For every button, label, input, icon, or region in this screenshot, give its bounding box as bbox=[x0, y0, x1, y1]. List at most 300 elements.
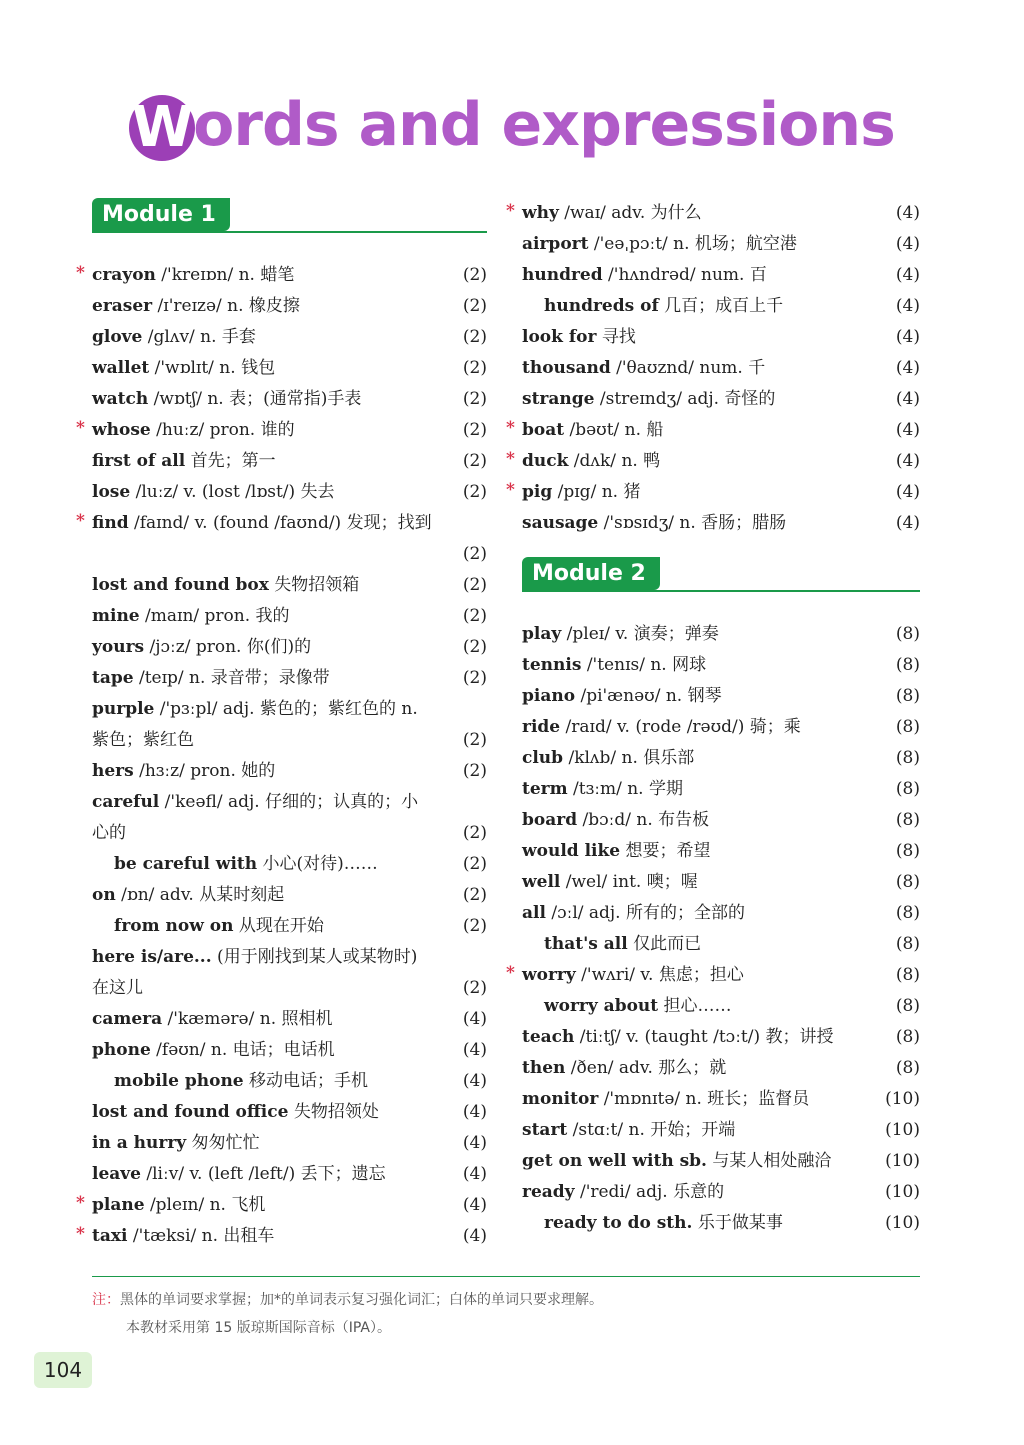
vocab-entry bbox=[92, 446, 487, 477]
entry-page-ref: (2) bbox=[462, 420, 487, 440]
entry-word: lose bbox=[92, 482, 131, 502]
entry-word: whose bbox=[92, 420, 151, 440]
entry-definition: /'redi/ adj. 乐意的 bbox=[574, 1182, 725, 1202]
entry-word: glove bbox=[92, 327, 143, 347]
entry-definition: /wel/ int. 噢；喔 bbox=[560, 872, 698, 892]
entry-text bbox=[92, 1004, 333, 1035]
entry-page-ref: (4) bbox=[895, 358, 920, 378]
entry-definition: /'kæmərə/ n. 照相机 bbox=[162, 1009, 333, 1029]
vocab-entry bbox=[522, 805, 920, 836]
entry-definition: /jɔːz/ pron. 你(们)的 bbox=[144, 637, 312, 657]
entry-page-ref: (2) bbox=[462, 978, 487, 998]
entry-text bbox=[92, 415, 295, 446]
vocab-entry bbox=[76, 508, 487, 570]
entry-page-ref: (2) bbox=[462, 730, 487, 750]
vocab-entry bbox=[92, 291, 487, 322]
entry-page-ref: (8) bbox=[895, 965, 920, 985]
entry-word: here is/are... bbox=[92, 947, 212, 967]
entry-word: phone bbox=[92, 1040, 151, 1060]
entry-page-ref: (4) bbox=[895, 327, 920, 347]
entry-definition: /dʌk/ n. 鸭 bbox=[568, 451, 661, 471]
entry-page-ref: (10) bbox=[885, 1120, 920, 1140]
module-1-entries bbox=[76, 260, 487, 1252]
entry-word: worry about bbox=[544, 996, 659, 1016]
entry-definition: 与某人相处融洽 bbox=[706, 1151, 832, 1171]
vocab-entry bbox=[92, 384, 487, 415]
entry-text bbox=[92, 942, 432, 1004]
module-1-header bbox=[92, 198, 487, 236]
vocab-entry bbox=[522, 229, 920, 260]
entry-text bbox=[522, 898, 745, 929]
entry-page-ref: (4) bbox=[462, 1071, 487, 1091]
vocab-entry bbox=[92, 1066, 487, 1097]
entry-definition: (用于刚找到某人或某物时)在这儿 bbox=[92, 947, 418, 998]
entry-page-ref: (2) bbox=[462, 854, 487, 874]
entry-text bbox=[522, 322, 636, 353]
vocab-entry bbox=[92, 322, 487, 353]
entry-definition: /'tenɪs/ n. 网球 bbox=[581, 655, 707, 675]
entry-text bbox=[544, 929, 701, 960]
entry-definition: /ɒn/ adv. 从某时刻起 bbox=[115, 885, 285, 905]
entry-word: find bbox=[92, 513, 129, 533]
vocab-entry bbox=[522, 991, 920, 1022]
entry-word: tennis bbox=[522, 655, 582, 675]
entry-definition: /liːv/ v. (left /left/) 丢下；遗忘 bbox=[140, 1164, 386, 1184]
entry-word: why bbox=[522, 203, 559, 223]
entry-word: purple bbox=[92, 699, 155, 719]
entry-text bbox=[522, 743, 694, 774]
entry-word: boat bbox=[522, 420, 565, 440]
module-2-badge: Module 2 bbox=[522, 557, 660, 590]
entry-text bbox=[522, 508, 786, 539]
entry-definition: /pleɪn/ n. 飞机 bbox=[144, 1195, 266, 1215]
vocab-entry bbox=[92, 1035, 487, 1066]
entry-word: club bbox=[522, 748, 564, 768]
entry-text bbox=[92, 787, 432, 849]
entry-definition: /'kreɪɒn/ n. 蜡笔 bbox=[155, 265, 295, 285]
vocab-entry bbox=[522, 291, 920, 322]
entry-text bbox=[114, 1066, 368, 1097]
module-1-rule bbox=[92, 231, 487, 233]
entry-definition: /faɪnd/ v. (found /faʊnd/) 发现；找到 bbox=[128, 513, 432, 533]
entry-word: hers bbox=[92, 761, 134, 781]
entry-word: duck bbox=[522, 451, 569, 471]
entry-page-ref: (8) bbox=[895, 810, 920, 830]
entry-word: leave bbox=[92, 1164, 141, 1184]
entry-text bbox=[544, 291, 783, 322]
star-marker: * bbox=[506, 201, 515, 221]
entry-text bbox=[522, 1053, 726, 1084]
star-marker: * bbox=[506, 449, 515, 469]
entry-definition: /pɪg/ n. 猪 bbox=[552, 482, 641, 502]
entry-definition: /glʌv/ n. 手套 bbox=[142, 327, 256, 347]
entry-word: crayon bbox=[92, 265, 156, 285]
entry-text bbox=[92, 1128, 260, 1159]
entry-word: piano bbox=[522, 686, 576, 706]
entry-text bbox=[92, 1035, 335, 1066]
vocab-entry bbox=[522, 508, 920, 539]
entry-text bbox=[92, 632, 311, 663]
entry-definition: 首先；第一 bbox=[185, 451, 276, 471]
entry-word: look for bbox=[522, 327, 597, 347]
entry-page-ref: (10) bbox=[885, 1151, 920, 1171]
entry-page-ref: (2) bbox=[462, 265, 487, 285]
vocab-entry bbox=[92, 570, 487, 601]
entry-definition: /waɪ/ adv. 为什么 bbox=[558, 203, 702, 223]
entry-definition: /'mɒnɪtə/ n. 班长；监督员 bbox=[598, 1089, 810, 1109]
vocab-entry bbox=[522, 712, 920, 743]
star-marker: * bbox=[76, 1224, 85, 1244]
vocab-entry bbox=[522, 1115, 920, 1146]
entry-word: all bbox=[522, 903, 546, 923]
entry-definition: /hɜːz/ pron. 她的 bbox=[133, 761, 276, 781]
vocab-entry bbox=[522, 1084, 920, 1115]
entry-page-ref: (8) bbox=[895, 1027, 920, 1047]
entry-page-ref: (4) bbox=[462, 1195, 487, 1215]
entry-text bbox=[92, 694, 432, 756]
entry-page-ref: (4) bbox=[895, 389, 920, 409]
vocab-entry bbox=[92, 849, 487, 880]
entry-definition: 失物招领箱 bbox=[268, 575, 360, 595]
entry-definition: 匆匆忙忙 bbox=[186, 1133, 260, 1153]
vocab-entry bbox=[522, 867, 920, 898]
entry-page-ref: (2) bbox=[462, 482, 487, 502]
entry-word: get on well with sb. bbox=[522, 1151, 707, 1171]
entry-text bbox=[522, 805, 709, 836]
entry-text bbox=[92, 601, 290, 632]
entry-word: eraser bbox=[92, 296, 153, 316]
vocab-entry bbox=[522, 743, 920, 774]
entry-word: in a hurry bbox=[92, 1133, 187, 1153]
title-initial: W bbox=[129, 95, 195, 161]
entry-text bbox=[544, 991, 732, 1022]
entry-definition: /'pɜːpl/ adj. 紫色的；紫红色的 n. 紫色；紫红色 bbox=[92, 699, 418, 750]
entry-word: taxi bbox=[92, 1226, 128, 1246]
entry-word: camera bbox=[92, 1009, 163, 1029]
entry-text bbox=[92, 446, 276, 477]
entry-definition: /ðen/ adv. 那么；就 bbox=[565, 1058, 727, 1078]
entry-word: wallet bbox=[92, 358, 150, 378]
entry-page-ref: (8) bbox=[895, 872, 920, 892]
entry-page-ref: (2) bbox=[462, 823, 487, 843]
entry-definition: /'eəˌpɔːt/ n. 机场；航空港 bbox=[588, 234, 797, 254]
vocab-entry bbox=[76, 260, 487, 291]
entry-word: thousand bbox=[522, 358, 611, 378]
entry-word: hundred bbox=[522, 265, 603, 285]
entry-text bbox=[522, 867, 698, 898]
entry-text bbox=[522, 1084, 809, 1115]
entry-definition: /maɪn/ pron. 我的 bbox=[139, 606, 290, 626]
entry-page-ref: (8) bbox=[895, 903, 920, 923]
entry-word: strange bbox=[522, 389, 595, 409]
page-title bbox=[0, 90, 1024, 161]
module-2-rule bbox=[522, 590, 920, 592]
vocab-entry bbox=[92, 353, 487, 384]
vocab-entry bbox=[92, 601, 487, 632]
entry-text bbox=[522, 619, 719, 650]
module-1-badge: Module 1 bbox=[92, 198, 230, 231]
entry-page-ref: (2) bbox=[462, 575, 487, 595]
entry-definition: 小心(对待)…… bbox=[257, 854, 378, 874]
entry-page-ref: (4) bbox=[895, 296, 920, 316]
entry-text bbox=[92, 1097, 379, 1128]
entry-page-ref: (2) bbox=[462, 916, 487, 936]
entry-definition: 几百；成百上千 bbox=[658, 296, 784, 316]
entry-page-ref: (4) bbox=[895, 482, 920, 502]
note-label: 注： bbox=[92, 1292, 120, 1308]
vocab-entry bbox=[522, 1208, 920, 1239]
entry-text bbox=[92, 1159, 386, 1190]
star-marker: * bbox=[76, 263, 85, 283]
entry-definition: /klʌb/ n. 俱乐部 bbox=[563, 748, 695, 768]
entry-page-ref: (8) bbox=[895, 655, 920, 675]
entry-word: mobile phone bbox=[114, 1071, 244, 1091]
entry-page-ref: (2) bbox=[462, 885, 487, 905]
entry-page-ref: (8) bbox=[895, 686, 920, 706]
entry-definition: /streɪndʒ/ adj. 奇怪的 bbox=[594, 389, 776, 409]
entry-word: lost and found box bbox=[92, 575, 269, 595]
entry-definition: /'θaʊznd/ num. 千 bbox=[610, 358, 766, 378]
star-marker: * bbox=[506, 963, 515, 983]
entry-definition: /teɪp/ n. 录音带；录像带 bbox=[133, 668, 330, 688]
entry-definition: 担心…… bbox=[658, 996, 732, 1016]
vocab-entry bbox=[506, 446, 920, 477]
entry-definition: /'tæksi/ n. 出租车 bbox=[127, 1226, 275, 1246]
entry-text bbox=[544, 1208, 783, 1239]
entry-text bbox=[522, 681, 722, 712]
entry-definition: /pleɪ/ v. 演奏；弹奏 bbox=[561, 624, 719, 644]
entry-word: first of all bbox=[92, 451, 186, 471]
entry-definition: /ɔːl/ adj. 所有的；全部的 bbox=[545, 903, 745, 923]
entry-word: would like bbox=[522, 841, 621, 861]
vocab-entry bbox=[522, 929, 920, 960]
entry-word: yours bbox=[92, 637, 145, 657]
entry-page-ref: (8) bbox=[895, 841, 920, 861]
entry-page-ref: (2) bbox=[462, 451, 487, 471]
vocab-entry bbox=[92, 787, 487, 849]
entry-text bbox=[522, 960, 744, 991]
vocab-entry bbox=[92, 1004, 487, 1035]
vocab-entry bbox=[522, 774, 920, 805]
entry-page-ref: (2) bbox=[462, 668, 487, 688]
entry-page-ref: (8) bbox=[895, 934, 920, 954]
vocab-entry bbox=[92, 911, 487, 942]
module-2-header bbox=[522, 557, 920, 595]
entry-definition: /bəʊt/ n. 船 bbox=[564, 420, 664, 440]
note-line-2: 本教材采用第 15 版琼斯国际音标（IPA）。 bbox=[126, 1320, 391, 1336]
entry-text bbox=[92, 353, 275, 384]
vocab-entry bbox=[506, 960, 920, 991]
entry-word: then bbox=[522, 1058, 566, 1078]
entry-definition: /fəʊn/ n. 电话；电话机 bbox=[150, 1040, 335, 1060]
entry-text bbox=[522, 477, 640, 508]
entry-page-ref: (4) bbox=[895, 234, 920, 254]
vocab-entry bbox=[92, 1128, 487, 1159]
entry-definition: /tɜːm/ n. 学期 bbox=[567, 779, 683, 799]
vocab-entry bbox=[522, 681, 920, 712]
entry-definition: 寻找 bbox=[596, 327, 636, 347]
entry-page-ref: (8) bbox=[895, 1058, 920, 1078]
vocab-entry bbox=[522, 619, 920, 650]
entry-page-ref: (2) bbox=[462, 606, 487, 626]
module-2-entries bbox=[506, 619, 920, 1239]
vocab-entry bbox=[506, 198, 920, 229]
entry-page-ref: (10) bbox=[885, 1182, 920, 1202]
entry-page-ref: (8) bbox=[895, 748, 920, 768]
entry-definition: 想要；希望 bbox=[620, 841, 711, 861]
page-number: 104 bbox=[34, 1352, 92, 1388]
entry-text bbox=[92, 570, 359, 601]
entry-text bbox=[522, 384, 775, 415]
entry-text bbox=[114, 911, 324, 942]
entry-text bbox=[92, 756, 275, 787]
entry-definition: 从现在开始 bbox=[233, 916, 324, 936]
entry-page-ref: (4) bbox=[895, 513, 920, 533]
entry-text bbox=[92, 291, 300, 322]
right-column bbox=[506, 198, 920, 1239]
vocab-entry bbox=[522, 1146, 920, 1177]
vocab-entry bbox=[92, 756, 487, 787]
entry-text bbox=[522, 415, 663, 446]
entry-text bbox=[522, 712, 801, 743]
entry-page-ref: (8) bbox=[895, 779, 920, 799]
entry-text bbox=[522, 774, 683, 805]
entry-text bbox=[522, 229, 797, 260]
entry-word: plane bbox=[92, 1195, 145, 1215]
entry-definition: /bɔːd/ n. 布告板 bbox=[577, 810, 710, 830]
entry-definition: /tiːtʃ/ v. (taught /tɔːt/) 教；讲授 bbox=[574, 1027, 834, 1047]
entry-word: from now on bbox=[114, 916, 234, 936]
star-marker: * bbox=[76, 511, 85, 531]
vocab-entry bbox=[522, 650, 920, 681]
entry-definition: /'sɒsɪdʒ/ n. 香肠；腊肠 bbox=[598, 513, 787, 533]
vocab-entry bbox=[506, 477, 920, 508]
entry-page-ref: (10) bbox=[885, 1089, 920, 1109]
entry-word: hundreds of bbox=[544, 296, 659, 316]
note-line-1: 黑体的单词要求掌握；加*的单词表示复习强化词汇；白体的单词只要求理解。 bbox=[120, 1292, 603, 1308]
entry-text bbox=[522, 650, 706, 681]
vocab-entry bbox=[522, 1177, 920, 1208]
entry-page-ref: (4) bbox=[462, 1040, 487, 1060]
vocab-entry bbox=[522, 898, 920, 929]
entry-text bbox=[92, 1190, 265, 1221]
entry-word: tape bbox=[92, 668, 134, 688]
entry-word: watch bbox=[92, 389, 149, 409]
entry-definition: /wɒtʃ/ n. 表；(通常指)手表 bbox=[148, 389, 362, 409]
entry-definition: /'hʌndrəd/ num. 百 bbox=[602, 265, 767, 285]
entry-page-ref: (4) bbox=[895, 265, 920, 285]
footer-rule bbox=[92, 1276, 920, 1277]
entry-definition: 移动电话；手机 bbox=[243, 1071, 369, 1091]
entry-text bbox=[92, 880, 284, 911]
entry-word: start bbox=[522, 1120, 568, 1140]
entry-page-ref: (4) bbox=[462, 1009, 487, 1029]
entry-definition: /'keəfl/ adj. 仔细的；认真的；小心的 bbox=[92, 792, 419, 843]
entry-page-ref: (8) bbox=[895, 717, 920, 737]
entry-text bbox=[522, 1115, 735, 1146]
entry-text bbox=[522, 446, 660, 477]
entry-word: airport bbox=[522, 234, 589, 254]
vocab-entry bbox=[522, 353, 920, 384]
star-marker: * bbox=[76, 1193, 85, 1213]
entry-definition: /ɪ'reɪzə/ n. 橡皮擦 bbox=[152, 296, 300, 316]
vocab-entry bbox=[76, 1221, 487, 1252]
footnote bbox=[92, 1286, 603, 1342]
entry-word: term bbox=[522, 779, 568, 799]
vocab-entry bbox=[92, 632, 487, 663]
entry-page-ref: (8) bbox=[895, 624, 920, 644]
vocab-entry bbox=[522, 322, 920, 353]
entry-definition: /luːz/ v. (lost /lɒst/) 失去 bbox=[130, 482, 335, 502]
entry-word: board bbox=[522, 810, 578, 830]
entry-text bbox=[522, 1146, 831, 1177]
entry-word: teach bbox=[522, 1027, 575, 1047]
entry-definition: /raɪd/ v. (rode /rəʊd/) 骑；乘 bbox=[560, 717, 801, 737]
entry-word: be careful with bbox=[114, 854, 258, 874]
entry-word: ready to do sth. bbox=[544, 1213, 693, 1233]
vocab-entry bbox=[522, 1053, 920, 1084]
entry-word: lost and found office bbox=[92, 1102, 289, 1122]
entry-word: ready bbox=[522, 1182, 575, 1202]
entry-definition: 仅此而已 bbox=[627, 934, 702, 954]
module-1-entries-continued bbox=[506, 198, 920, 539]
entry-page-ref: (10) bbox=[885, 1213, 920, 1233]
entry-word: sausage bbox=[522, 513, 599, 533]
entry-text bbox=[522, 198, 702, 229]
entry-page-ref: (2) bbox=[462, 358, 487, 378]
entry-page-ref: (2) bbox=[462, 637, 487, 657]
vocab-entry bbox=[522, 836, 920, 867]
vocab-entry bbox=[506, 415, 920, 446]
entry-text bbox=[522, 353, 765, 384]
star-marker: * bbox=[76, 418, 85, 438]
entry-text bbox=[522, 260, 767, 291]
entry-text bbox=[92, 1221, 274, 1252]
vocab-entry bbox=[92, 1159, 487, 1190]
entry-page-ref: (4) bbox=[895, 203, 920, 223]
entry-text bbox=[114, 849, 378, 880]
vocab-entry bbox=[76, 1190, 487, 1221]
entry-word: pig bbox=[522, 482, 553, 502]
entry-word: worry bbox=[522, 965, 576, 985]
entry-word: ride bbox=[522, 717, 561, 737]
entry-definition: /'wʌri/ v. 焦虑；担心 bbox=[575, 965, 744, 985]
vocab-entry bbox=[92, 694, 487, 756]
entry-page-ref: (4) bbox=[462, 1226, 487, 1246]
entry-definition: /'wɒlɪt/ n. 钱包 bbox=[149, 358, 276, 378]
entry-text bbox=[92, 322, 256, 353]
entry-text bbox=[92, 508, 432, 539]
title-rest: ords and expressions bbox=[193, 90, 895, 160]
entry-page-ref: (4) bbox=[895, 420, 920, 440]
entry-text bbox=[92, 663, 330, 694]
entry-text bbox=[522, 1022, 834, 1053]
entry-text bbox=[522, 836, 711, 867]
entry-page-ref: (2) bbox=[462, 296, 487, 316]
entry-definition: /pi'ænəʊ/ n. 钢琴 bbox=[575, 686, 722, 706]
vocab-entry bbox=[522, 384, 920, 415]
entry-definition: /huːz/ pron. 谁的 bbox=[150, 420, 295, 440]
entry-text bbox=[522, 1177, 724, 1208]
entry-definition: 乐于做某事 bbox=[692, 1213, 783, 1233]
star-marker: * bbox=[506, 418, 515, 438]
entry-page-ref: (4) bbox=[462, 1133, 487, 1153]
entry-word: mine bbox=[92, 606, 140, 626]
entry-word: play bbox=[522, 624, 562, 644]
entry-word: careful bbox=[92, 792, 160, 812]
vocab-entry bbox=[522, 1022, 920, 1053]
entry-definition: 失物招领处 bbox=[288, 1102, 379, 1122]
